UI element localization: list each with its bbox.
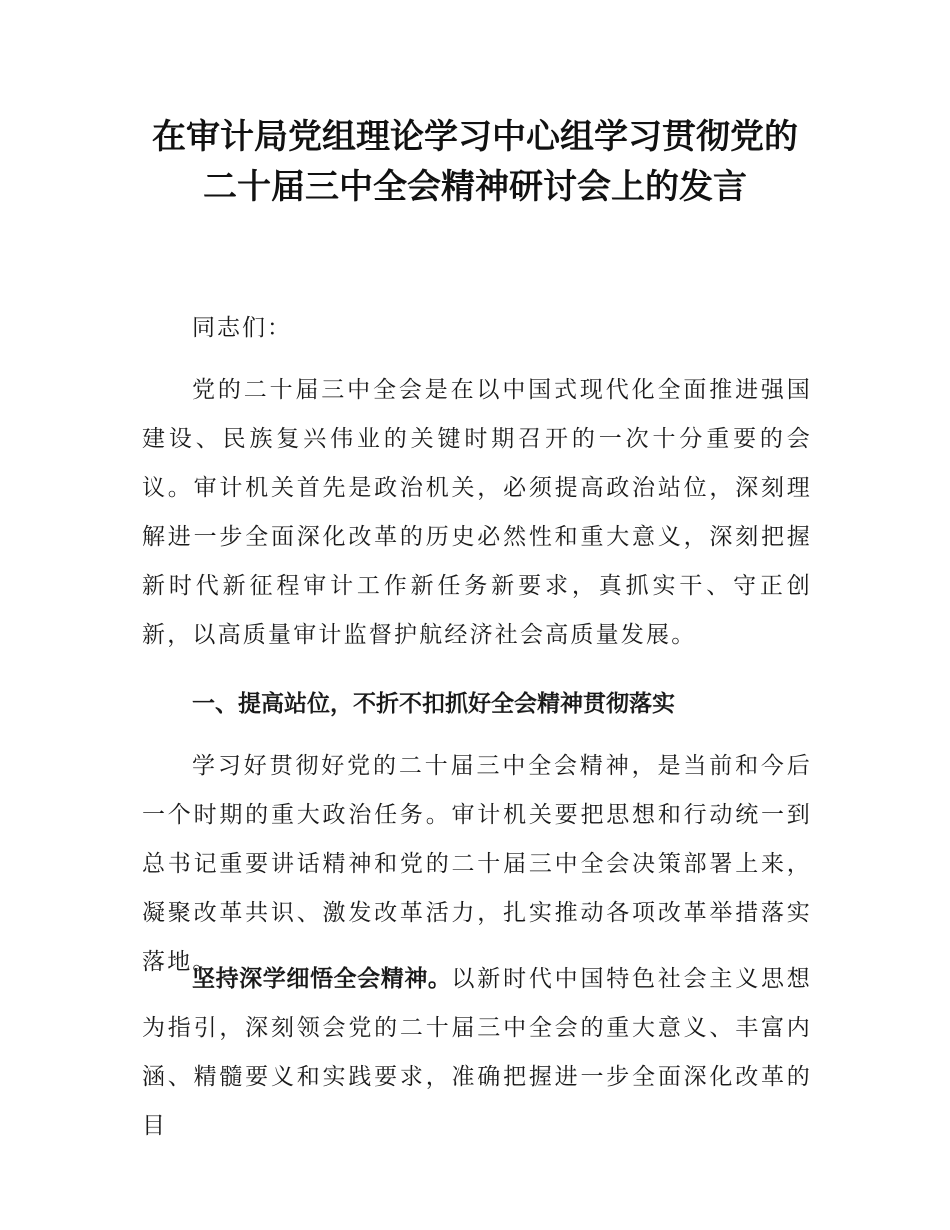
- document-title: [0, 112, 950, 212]
- title-line-1: 在审计局党组理论学习中心组学习贯彻党的: [152, 117, 798, 157]
- paragraph-section1: 学习好贯彻好党的二十届三中全会精神，是当前和今后一个时期的重大政治任务。审计机关要把思想和行动统一到总书记重要讲话精神和党的二十届三中全会决策部署上来，凝聚改革共识、激发改革活力，扎实推动各项改革举措落实落地。: [142, 753, 812, 975]
- paragraph-study: [142, 955, 812, 1151]
- paragraph-body: 以新时代中国特色社会主义思想为指引，深刻领会党的二十届三中全会的重大意义、丰富内涵、精髓要义和实践要求，准确把握进一步全面深化改革的目: [142, 966, 813, 1139]
- paragraph-intro: 党的二十届三中全会是在以中国式现代化全面推进强国建设、民族复兴伟业的关键时期召开的一次十分重要的会议。审计机关首先是政治机关，必须提高政治站位，深刻理解进一步全面深化改革的历史必然性和重大意义，深刻把握新时代新征程审计工作新任务新要求，真抓实干、守正创新，以高质量审计监督护航经济社会高质量发展。: [142, 377, 812, 648]
- section-heading-1: 一、提高站位，不折不扣抓好全会精神贯彻落实: [192, 691, 675, 717]
- salutation: 同志们：: [192, 315, 292, 341]
- paragraph-lead: 坚持深学细悟全会精神。: [192, 966, 452, 992]
- title-line-2: 二十届三中全会精神研讨会上的发言: [203, 167, 747, 207]
